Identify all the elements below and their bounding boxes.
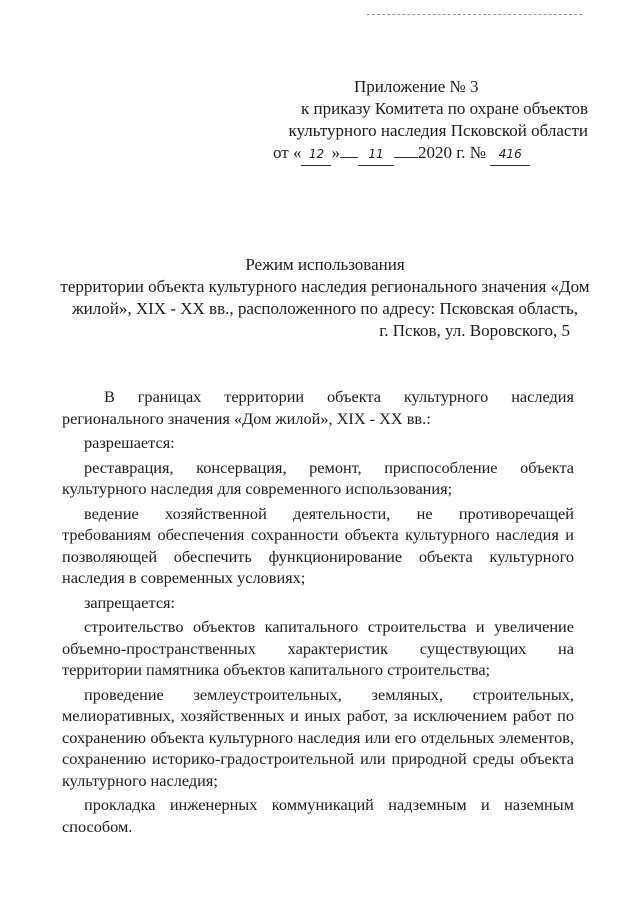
- heading-title: Режим использования: [245, 255, 405, 274]
- appendix-date-line: [268, 142, 588, 166]
- forbidden-item-1: строительство объектов капитального строительства и увеличение объемно-пространственных характеристик существующих на территории памятника объектов капитального строительства;: [62, 617, 574, 679]
- forbidden-item-2: проведение землеустроительных, земляных, строительных, мелиоративных, хозяйственных и иных работ, за исключением работ по сохранению объекта культурного наследия или его отдельных элементов, сохранению историко-градостроительной или природной среды объекта культурного наследия;: [62, 684, 574, 790]
- blank-line: [394, 157, 418, 158]
- document-body: [62, 386, 574, 840]
- date-prefix: от «: [273, 143, 302, 162]
- heading-line-2: жилой», XIX - XX вв., расположенного по адресу: Псковская область,: [71, 299, 579, 318]
- document-heading: [60, 254, 590, 342]
- allowed-label: разрешается:: [84, 433, 175, 452]
- handwritten-day: 12: [301, 143, 331, 166]
- appendix-committee-line: культурного наследия Псковской области: [288, 121, 588, 140]
- appendix-block: [268, 76, 588, 166]
- forbidden-label: запрещается:: [84, 592, 176, 612]
- allowed-item-2: ведение хозяйственной деятельности, не противоречащей требованиям обеспечения сохранности объекта культурного наследия и позволяющей обеспечить функционирование объекта культурного наследия в современных условиях;: [62, 503, 574, 587]
- heading-line-1: территории объекта культурного наследия регионального значения «Дом: [60, 277, 590, 296]
- appendix-order-line: к приказу Комитета по охране объектов: [301, 99, 588, 118]
- date-suffix: 2020 г. №: [417, 143, 486, 162]
- allowed-item-1: реставрация, консервация, ремонт, приспособление объекта культурного наследия для современного использования;: [62, 457, 574, 498]
- heading-line-3: г. Псков, ул. Воровского, 5: [379, 321, 570, 340]
- appendix-title: Приложение № 3: [354, 77, 479, 96]
- date-mid: »: [331, 143, 340, 162]
- handwritten-number: 416: [490, 143, 530, 166]
- handwritten-month: 11: [358, 143, 394, 166]
- forbidden-item-3: прокладка инженерных коммуникаций надземным и наземным способом.: [62, 795, 574, 836]
- intro-paragraph: В границах территории объекта культурного наследия регионального значения «Дом жилой», XIX - XX вв.:: [62, 387, 574, 428]
- blank-line: [340, 157, 358, 158]
- scan-artifact-line: [367, 14, 582, 15]
